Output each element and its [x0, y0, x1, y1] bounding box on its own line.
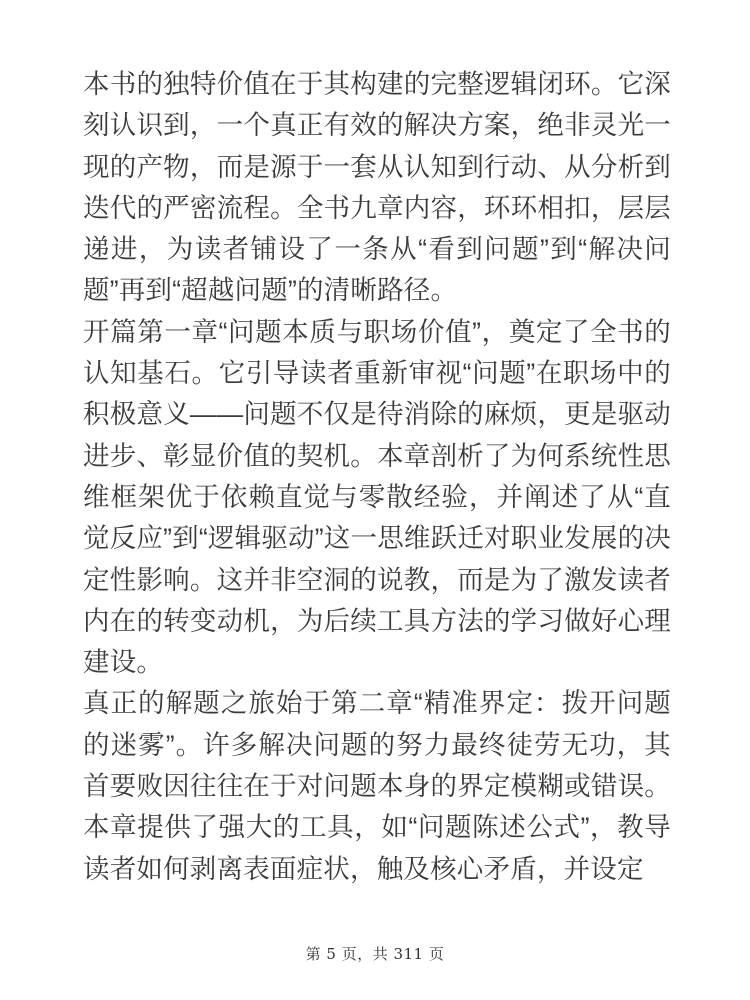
paragraph-book-logic-loop: 本书的独特价值在于其构建的完整逻辑闭环。它深刻认识到，一个真正有效的解决方案，绝非灵光一现的产物，而是源于一套从认知到行动、从分析到迭代的严密流程。全书九章内容，环环相扣，层层递进，为读者铺设了一条从“看到问题”到“解决问题”再到“超越问题”的清晰路径。 — [83, 69, 671, 306]
page-footer — [0, 944, 750, 964]
page-number-indicator: 第 5 页，共 311 页 — [305, 945, 445, 963]
paragraph-chapter-two: 真正的解题之旅始于第二章“精准界定：拨开问题的迷雾”。许多解决问题的努力最终徒劳无功，其首要败因往往在于对问题本身的界定模糊或错误。本章提供了强大的工具，如“问题陈述公式”，教导读者如何剥离表面症状，触及核心矛盾，并设定 — [83, 688, 671, 884]
page-text-content — [83, 64, 671, 890]
paragraph-chapter-one: 开篇第一章“问题本质与职场价值”，奠定了全书的认知基石。它引导读者重新审视“问题”在职场中的积极意义——问题不仅是待消除的麻烦，更是驱动进步、彰显价值的契机。本章剖析了为何系统性思维框架优于依赖直觉与零散经验，并阐述了从“直觉反应”到“逻辑驱动”这一思维跃迁对职业发展的决定性影响。这并非空洞的说教，而是为了激发读者内在的转变动机，为后续工具方法的学习做好心理建设。 — [83, 316, 671, 678]
